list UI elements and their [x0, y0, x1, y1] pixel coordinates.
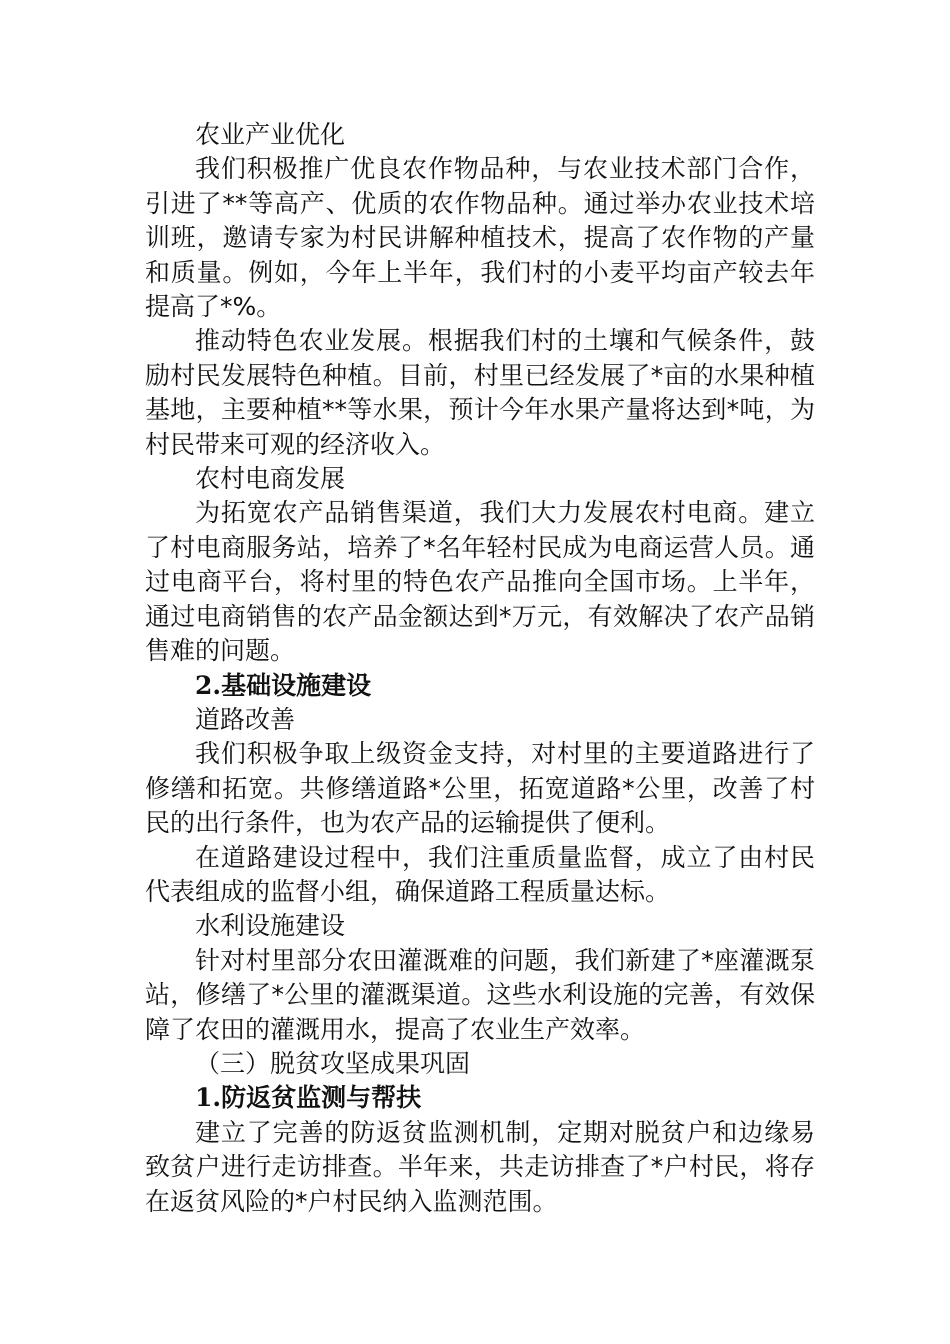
- heading-poverty-monitoring: 1.防返贫监测与帮扶: [195, 1083, 422, 1113]
- subheading-poverty-consolidation: （三）脱贫攻坚成果巩固: [195, 1048, 471, 1078]
- paragraph-poverty-monitoring: 建立了完善的防返贫监测机制，定期对脱贫户和边缘易致贫户进行走访排查。半年来，共走访排查了*户村民，将存在返贫风险的*户村民纳入监测范围。: [145, 1117, 815, 1216]
- subheading-road-improvement: 道路改善: [195, 704, 296, 734]
- document-body: [145, 118, 815, 1219]
- subheading-ecommerce: 农村电商发展: [195, 464, 346, 494]
- subheading-agriculture-optimization: 农业产业优化: [195, 120, 346, 149]
- paragraph-irrigation: 针对村里部分农田灌溉难的问题，我们新建了*座灌溉泵站，修缮了*公里的灌溉渠道。这些水利设施的完善，有效保障了农田的灌溉用水，提高了农业生产效率。: [145, 945, 815, 1044]
- subheading-water-facilities: 水利设施建设: [195, 911, 346, 941]
- heading-infrastructure: 2.基础设施建设: [195, 670, 372, 700]
- paragraph-road-repair: 我们积极争取上级资金支持，对村里的主要道路进行了修缮和拓宽。共修缮道路*公里，拓宽道路*公里，改善了村民的出行条件，也为农产品的运输提供了便利。: [145, 739, 815, 838]
- paragraph-crop-varieties: 我们积极推广优良农作物品种，与农业技术部门合作，引进了**等高产、优质的农作物品种。通过举办农业技术培训班，邀请专家为村民讲解种植技术，提高了农作物的产量和质量。例如，今年上半年，我们村的小麦平均亩产较去年提高了*%。: [145, 154, 815, 322]
- paragraph-road-supervision: 在道路建设过程中，我们注重质量监督，成立了由村民代表组成的监督小组，确保道路工程质量达标。: [145, 842, 815, 906]
- paragraph-ecommerce: 为拓宽农产品销售渠道，我们大力发展农村电商。建立了村电商服务站，培养了*名年轻村民成为电商运营人员。通过电商平台，将村里的特色农产品推向全国市场。上半年，通过电商销售的农产品金额达到*万元，有效解决了农产品销售难的问题。: [145, 498, 815, 666]
- paragraph-specialty-agriculture: 推动特色农业发展。根据我们村的土壤和气候条件，鼓励村民发展特色种植。目前，村里已经发展了*亩的水果种植基地，主要种植**等水果，预计今年水果产量将达到*吨，为村民带来可观的经济收入。: [145, 326, 815, 459]
